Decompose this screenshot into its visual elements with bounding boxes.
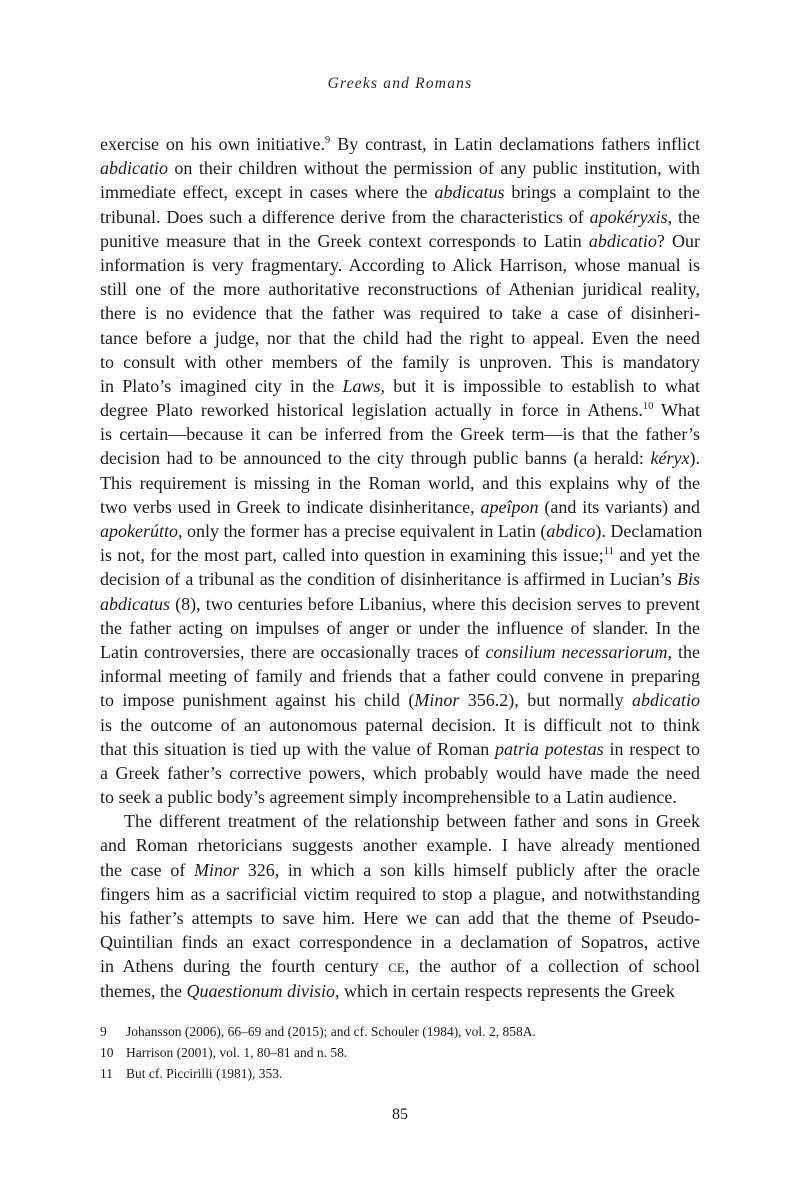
text-run: but it is impossible to establish to what	[385, 375, 700, 396]
text-run: (8), two centuries before Libanius, where this decision serves to prevent	[170, 593, 700, 614]
text-line	[100, 592, 700, 616]
text-line	[100, 833, 700, 857]
text-line	[100, 616, 700, 640]
text-line	[100, 882, 700, 906]
text-line	[100, 785, 700, 809]
text-run: fingers him as a sacrificial victim required to stop a plague, and notwithstanding	[100, 883, 700, 904]
text-run: two verbs used in Greek to indicate disinheritance,	[100, 496, 481, 517]
text-line	[100, 132, 700, 156]
text-run: to seek a public body’s agreement simply incomprehensible to a Latin audience.	[100, 787, 677, 808]
text-line	[100, 713, 700, 737]
text-run: informal meeting of family and friends that a father could convene in preparing	[100, 666, 700, 687]
italic-text: abdicatio	[100, 158, 168, 179]
text-run: in Athens during the fourth century	[100, 956, 389, 977]
text-line	[100, 180, 700, 204]
text-run: (and its variants) and	[538, 496, 701, 517]
footnote-ref: 10	[642, 401, 654, 413]
italic-text: apokerútto	[100, 521, 178, 541]
text-line	[100, 156, 700, 180]
text-run: on their children without the permission of any public institution, with	[168, 158, 700, 179]
text-line	[100, 858, 700, 882]
text-run: Latin controversies, there are occasionally traces of	[100, 641, 486, 662]
text-run: This requirement is missing in the Roman world, and this explains why of the	[100, 472, 700, 493]
text-run: 356.2), but normally	[459, 690, 632, 711]
text-line	[100, 809, 700, 833]
text-line	[100, 229, 700, 253]
italic-text: abdicatio	[632, 690, 700, 711]
text-run: there is no evidence that the father was required to take a case of disinheri-	[100, 303, 700, 324]
text-line	[100, 205, 700, 229]
text-run: ? Our	[656, 230, 701, 251]
text-line	[100, 640, 700, 664]
footnote-number: 11	[100, 1066, 113, 1081]
text-run: ).	[689, 448, 700, 469]
text-run: exercise on his own initiative.	[100, 134, 326, 154]
text-run: tance before a judge, nor that the child had the right to appeal. Even the need	[100, 327, 700, 348]
text-line	[100, 737, 700, 761]
footnote-number: 10	[100, 1045, 114, 1060]
text-line	[100, 954, 700, 978]
text-line	[100, 253, 700, 277]
text-run: decision had to be announced to the city through public banns (a herald:	[100, 448, 651, 469]
text-run: the case of	[100, 859, 195, 880]
italic-text: Bis	[676, 569, 700, 590]
text-run: that this situation is tied up with the value of Roman	[100, 738, 496, 759]
text-run: to impose punishment against his child (	[100, 690, 415, 711]
footnote-text: But cf. Piccirilli (1981), 353.	[126, 1066, 283, 1081]
text-line	[100, 374, 700, 398]
text-line	[100, 326, 700, 350]
paragraph	[100, 809, 700, 1003]
text-run: and yet the	[613, 545, 700, 566]
italic-text: patria potestas	[495, 738, 604, 759]
italic-text: abdicatus	[434, 182, 505, 203]
text-run: is not, for the most part, called into question in examining this issue;	[100, 545, 604, 566]
text-run: ). Declamation	[595, 521, 703, 541]
text-line	[100, 301, 700, 325]
page-number: 85	[392, 1106, 408, 1123]
text-line	[100, 761, 700, 785]
text-line	[100, 446, 700, 470]
text-line	[100, 519, 703, 543]
text-run: to consult with other members of the family is unproven. This is mandatory	[100, 351, 700, 372]
footnote-ref: 9	[325, 135, 331, 146]
text-run: information is very fragmentary. According to Alick Harrison, whose manual is	[100, 254, 700, 275]
text-line	[100, 350, 700, 374]
text-line	[100, 543, 700, 567]
footnote-number: 9	[100, 1024, 107, 1039]
footnote	[100, 1042, 700, 1063]
body-text	[100, 132, 703, 1003]
text-run: and Roman rhetoricians suggests another example. I have already mentioned	[100, 835, 700, 856]
text-run: the father acting on impulses of anger or under the influence of slander. In the	[100, 617, 700, 638]
italic-text: kéryx	[650, 448, 690, 469]
running-head: Greeks and Romans	[327, 75, 473, 92]
text-line	[100, 495, 700, 519]
italic-text: Quaestionum divisio	[186, 980, 335, 1001]
text-run: tribunal. Does such a difference derive from the characteristics of	[100, 206, 590, 227]
text-run: still one of the more authoritative reconstructions of Athenian juridical reality,	[100, 279, 700, 300]
footnote-ref: 11	[603, 546, 614, 558]
text-run: degree Plato reworked historical legislation actually in force in Athens.	[100, 400, 643, 421]
footnotes	[100, 1021, 700, 1084]
text-run: , the author of a collection of school	[404, 956, 701, 977]
text-run: brings a complaint to the	[504, 182, 701, 203]
text-line	[100, 567, 700, 591]
text-run: punitive measure that in the Greek context corresponds to Latin	[100, 230, 589, 251]
italic-text: Laws,	[342, 375, 385, 396]
text-line	[100, 277, 700, 301]
text-run: decision of a tribunal as the condition of disinheritance is affirmed in Lucian’s	[100, 569, 677, 590]
small-caps-text: ce	[388, 956, 405, 977]
text-run: , only the former has a precise equivalent in Latin (	[178, 521, 547, 541]
text-line	[100, 906, 700, 930]
text-run: themes, the	[100, 980, 187, 1001]
italic-text: abdicatio	[588, 230, 657, 251]
text-run: a Greek father’s corrective powers, which probably would have made the need	[100, 762, 700, 783]
footnote	[100, 1063, 700, 1084]
footnote-text: Johansson (2006), 66–69 and (2015); and cf. Schouler (1984), vol. 2, 858A.	[126, 1024, 536, 1039]
text-run: in Plato’s imagined city in the	[100, 375, 343, 396]
text-line	[100, 688, 700, 712]
text-run: is the outcome of an autonomous paternal decision. It is difficult not to think	[100, 714, 700, 735]
paragraph	[100, 132, 703, 809]
italic-text: Minor	[194, 859, 240, 880]
footnote-text: Harrison (2001), vol. 1, 80–81 and n. 58.	[126, 1045, 348, 1060]
text-run: By contrast, in Latin declamations fathers inflict	[330, 134, 700, 154]
text-run: 326, in which a son kills himself publicly after the oracle	[239, 859, 700, 880]
italic-text: apeîpon	[480, 496, 539, 517]
text-run: the	[672, 641, 701, 662]
text-run: , which in certain respects represents the Greek	[334, 980, 675, 1001]
text-run: is certain—because it can be inferred from the Greek term—is that the father’s	[100, 424, 700, 445]
text-line	[100, 979, 700, 1003]
text-run: in respect to	[603, 738, 700, 759]
text-line	[100, 398, 700, 422]
text-line	[100, 664, 700, 688]
text-run: his father’s attempts to save him. Here we can add that the theme of Pseudo-	[100, 908, 700, 928]
text-run: What	[653, 400, 700, 421]
text-line	[100, 422, 700, 446]
italic-text: abdicatus	[100, 593, 170, 614]
text-run: immediate effect, except in cases where the	[100, 182, 435, 203]
text-run: Quintilian finds an exact correspondence in a declamation of Sopatros, active	[100, 932, 700, 953]
text-line	[100, 930, 700, 954]
italic-text: consilium necessariorum,	[485, 641, 672, 662]
text-run: , the	[667, 206, 700, 227]
italic-text: abdico	[546, 521, 596, 541]
italic-text: Minor	[414, 690, 460, 711]
text-line	[100, 471, 700, 495]
italic-text: apokéryxis	[589, 206, 668, 227]
text-run: The different treatment of the relationship between father and sons in Greek	[124, 811, 700, 832]
footnote	[100, 1021, 700, 1042]
